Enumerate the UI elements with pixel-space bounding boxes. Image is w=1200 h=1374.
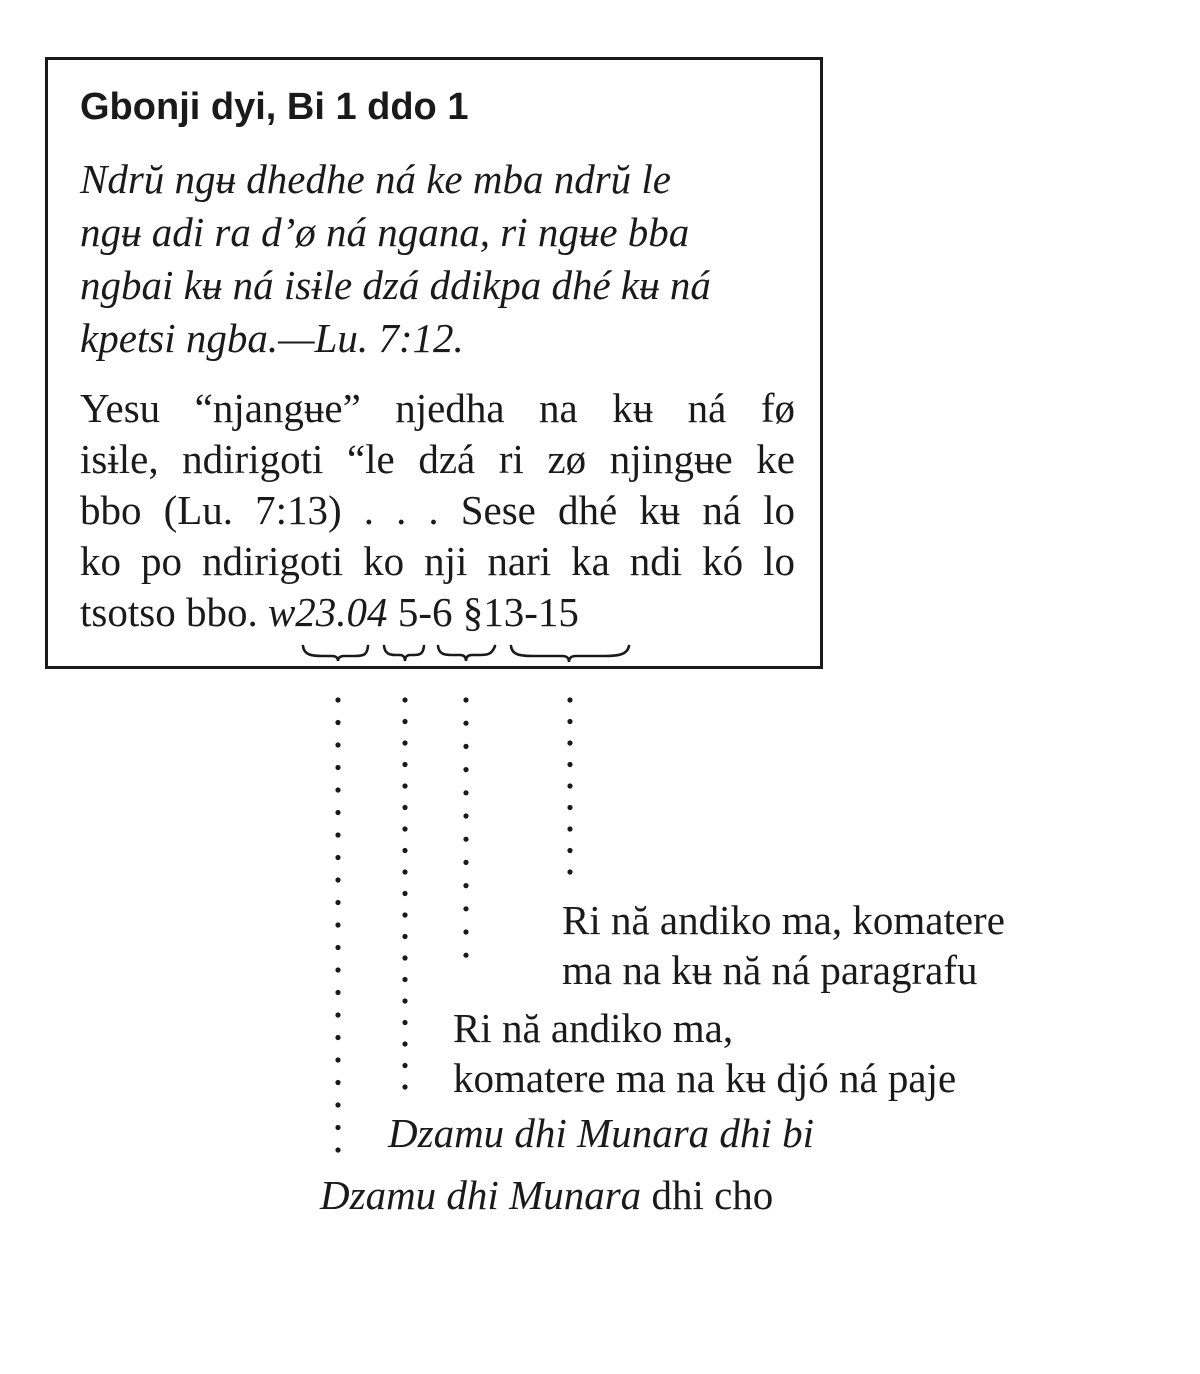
connector-dot	[463, 813, 468, 818]
dotted-line-month	[402, 697, 407, 1089]
connector-dot	[567, 719, 572, 724]
connector-dot	[335, 832, 340, 837]
page-label-line: komatere ma na kʉ djó ná paje	[453, 1055, 957, 1101]
reference-paragraphs: §13-15	[462, 589, 579, 635]
paragraph-line: ko po ndirigoti ko nji nari ka ndi kó lo	[80, 538, 795, 584]
connector-dot	[335, 742, 340, 747]
connector-dot	[335, 765, 340, 770]
connector-dot	[402, 719, 407, 724]
brace-month	[384, 646, 424, 661]
connector-dot	[402, 697, 407, 702]
verse-line: Ndrŭ ngʉ dhedhe ná ke mba ndrŭ le	[80, 156, 671, 202]
paragraph-last-text: tsotso bbo.	[80, 589, 258, 635]
connector-dot	[402, 805, 407, 810]
connector-dot	[402, 977, 407, 982]
connector-dot	[463, 790, 468, 795]
connector-dot	[402, 1063, 407, 1068]
connector-dot	[567, 740, 572, 745]
connector-dot	[402, 1041, 407, 1046]
connector-dot	[335, 720, 340, 725]
connector-dot	[402, 783, 407, 788]
connector-dot	[402, 740, 407, 745]
page-label	[453, 1003, 956, 1103]
connector-dot	[463, 906, 468, 911]
paragraph-label-line: ma na kʉ nă ná paragrafu	[562, 947, 978, 993]
connector-dot	[335, 855, 340, 860]
connector-dot	[567, 762, 572, 767]
connector-dot	[463, 953, 468, 958]
connector-dot	[335, 1035, 340, 1040]
connector-dot	[335, 1102, 340, 1107]
connector-dot	[567, 848, 572, 853]
connector-dot	[335, 697, 340, 702]
connector-dot	[463, 929, 468, 934]
paragraph-label-line: Ri nă andiko ma, komatere	[562, 897, 1005, 943]
connector-dot	[402, 869, 407, 874]
connector-dot	[567, 869, 572, 874]
brace-publication	[303, 646, 368, 661]
verse-line: ngʉ adi ra d’ø ná ngana, ri ngʉe bba	[80, 209, 690, 255]
dotted-line-year	[335, 697, 340, 1152]
connector-dot	[402, 934, 407, 939]
year-label-italic: Dzamu dhi Munara	[320, 1172, 642, 1218]
dotted-line-paragraph	[567, 697, 572, 874]
connector-dot	[463, 744, 468, 749]
connector-dot	[402, 912, 407, 917]
verse-line: kpetsi ngba.—Lu. 7:12.	[80, 315, 464, 361]
connector-dot	[463, 883, 468, 888]
paragraph-line: isɨle, ndirigoti “le dzá ri zø njingʉe ke	[80, 436, 795, 482]
connector-dot	[402, 1084, 407, 1089]
connector-dot	[463, 697, 468, 702]
connector-dot	[335, 922, 340, 927]
dotted-line-page	[463, 697, 468, 957]
paragraph-line: Yesu “njangʉe” njedha na kʉ ná fø	[80, 385, 795, 431]
reference-pages: 5-6	[397, 589, 453, 635]
connector-dot	[402, 998, 407, 1003]
connector-dot	[402, 762, 407, 767]
connector-dot	[567, 697, 572, 702]
brace-paragraphs	[511, 646, 629, 662]
daily-text-title: Gbonji dyi, Bi 1 ddo 1	[80, 86, 469, 128]
connector-dot	[335, 945, 340, 950]
brace-pages	[438, 646, 495, 661]
connector-dot	[463, 860, 468, 865]
connector-dot	[463, 721, 468, 726]
connector-dot	[335, 810, 340, 815]
paragraph-label	[562, 895, 1005, 995]
connector-dot	[402, 826, 407, 831]
connector-dot	[335, 877, 340, 882]
page-label-line: Ri nă andiko ma,	[453, 1005, 734, 1051]
year-label-rest: dhi cho	[641, 1172, 774, 1218]
connector-dot	[335, 1057, 340, 1062]
connector-dot	[335, 1080, 340, 1085]
verse-line: ngbai kʉ ná isɨle dzá ddikpa dhé kʉ ná	[80, 262, 711, 308]
connector-dot	[335, 1012, 340, 1017]
connector-dot	[402, 848, 407, 853]
connector-dot	[335, 900, 340, 905]
year-label	[320, 1170, 773, 1220]
connector-dot	[567, 826, 572, 831]
connector-dot	[567, 783, 572, 788]
connector-dot	[463, 837, 468, 842]
reference-publication: w23.04	[267, 589, 388, 635]
connector-dot	[402, 955, 407, 960]
connector-dot	[335, 1147, 340, 1152]
connector-dot	[335, 990, 340, 995]
connector-dot	[463, 767, 468, 772]
connector-dot	[335, 787, 340, 792]
connector-dot	[402, 891, 407, 896]
connector-dot	[567, 805, 572, 810]
paragraph-line: bbo (Lu. 7:13) . . . Sese dhé kʉ ná lo	[80, 487, 795, 533]
month-label: Dzamu dhi Munara dhi bi	[388, 1110, 814, 1156]
connector-dot	[335, 1125, 340, 1130]
connector-dot	[335, 967, 340, 972]
connector-dot	[402, 1020, 407, 1025]
